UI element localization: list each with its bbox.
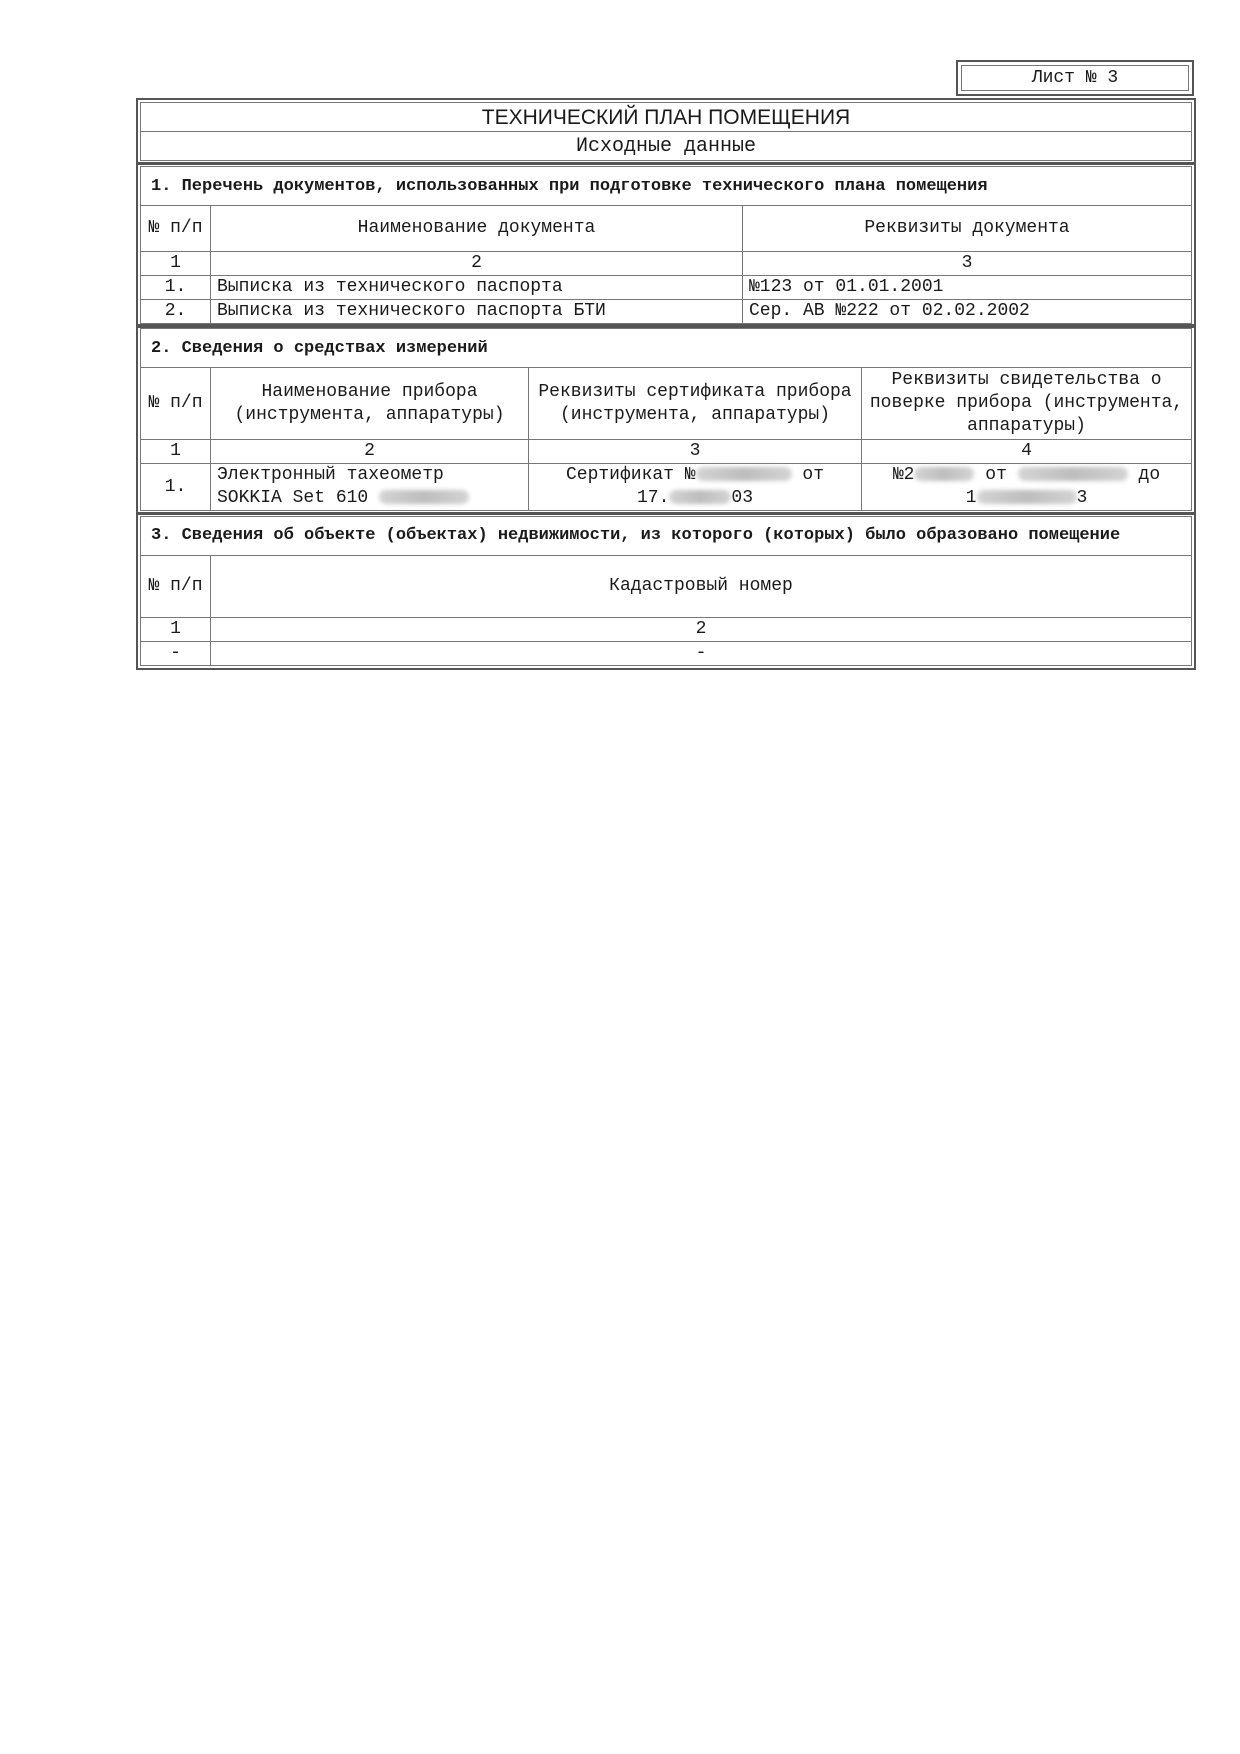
doc-details: №123 от 01.01.2001 [743,276,1192,300]
index-cell: 3 [529,440,862,464]
row-num: 1. [141,464,211,511]
col-header-device: Наименование прибора (инструмента, аппаратуры) [211,368,529,440]
section-source-objects [136,512,1196,670]
device-model: SOKKIA Set 610 [217,488,369,508]
source-objects-table [140,516,1192,666]
verification-from: от [985,465,1007,485]
row-num: 2. [141,300,211,324]
verification-details [862,464,1192,511]
table-row [141,464,1192,511]
header-table [140,102,1192,161]
instruments-table [140,328,1192,511]
verification-line-2 [868,487,1185,510]
col-header-num: № п/п [141,206,211,252]
row-num: - [141,642,211,666]
col-header-verification: Реквизиты свидетельства о поверке прибора (инструмента, аппаратуры) [862,368,1192,440]
col-header-num: № п/п [141,368,211,440]
device-name [211,464,529,511]
certificate-line-1 [535,464,855,487]
index-cell: 2 [211,618,1192,642]
col-header-certificate: Реквизиты сертификата прибора (инструмента, аппаратуры) [529,368,862,440]
table-row [141,300,1192,324]
documents-table [140,166,1192,324]
index-cell: 2 [211,440,529,464]
section-instruments [136,324,1196,515]
certificate-date-start: 17. [636,488,670,508]
redacted-certificate-date [669,490,731,504]
table-row [141,642,1192,666]
certificate-prefix: Сертификат № [565,465,696,485]
index-cell: 4 [862,440,1192,464]
section-1-title: 1. Перечень документов, использованных при подготовке технического плана помещения [141,167,1192,206]
verification-prefix: №2 [892,465,915,485]
document-title: ТЕХНИЧЕСКИЙ ПЛАН ПОМЕЩЕНИЯ [141,103,1192,132]
doc-name: Выписка из технического паспорта БТИ [211,300,743,324]
col-header-num: № п/п [141,556,211,618]
device-line-2 [217,487,522,510]
redacted-certificate-number [696,467,792,481]
verification-line-1 [868,464,1185,487]
verification-valid-end: 3 [1076,488,1088,508]
col-header-doc-details: Реквизиты документа [743,206,1192,252]
certificate-date-end: 03 [731,488,753,508]
section-documents [136,162,1196,328]
redacted-verification-date [1018,467,1128,481]
redacted-verification-valid [977,490,1077,504]
sheet-number-label: Лист № 3 [1031,68,1119,88]
verification-valid-start: 1 [965,488,977,508]
document-subtitle: Исходные данные [141,132,1192,161]
section-2-title: 2. Сведения о средствах измерений [141,329,1192,368]
document-header [136,98,1196,165]
redacted-serial [379,490,469,504]
index-cell: 3 [743,252,1192,276]
index-cell: 1 [141,440,211,464]
doc-name: Выписка из технического паспорта [211,276,743,300]
index-cell: 2 [211,252,743,276]
table-row [141,276,1192,300]
certificate-details [529,464,862,511]
section-3-title: 3. Сведения об объекте (объектах) недвижимости, из которого (которых) было образовано помещение [141,517,1192,556]
redacted-verification-number [914,467,974,481]
cadastral-number: - [211,642,1192,666]
index-cell: 1 [141,618,211,642]
doc-details: Сер. АВ №222 от 02.02.2002 [743,300,1192,324]
certificate-line-2 [535,487,855,510]
certificate-from: от [802,465,825,485]
verification-until: до [1138,465,1161,485]
index-cell: 1 [141,252,211,276]
row-num: 1. [141,276,211,300]
device-line-1: Электронный тахеометр [217,465,444,485]
col-header-cadastral: Кадастровый номер [211,556,1192,618]
col-header-doc-name: Наименование документа [211,206,743,252]
sheet-number [956,60,1194,96]
